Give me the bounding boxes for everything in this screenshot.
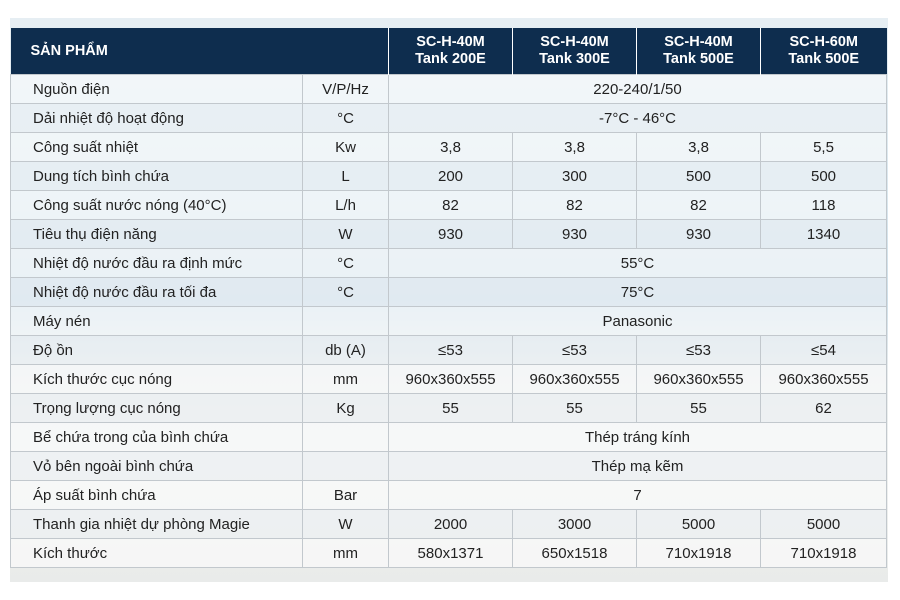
spec-body xyxy=(11,75,887,568)
spec-name: Dung tích bình chứa xyxy=(11,162,303,191)
spec-value: 960x360x555 xyxy=(761,365,887,394)
spec-name: Công suất nước nóng (40°C) xyxy=(11,191,303,220)
table-row xyxy=(11,191,887,220)
model-name: SC-H-40M xyxy=(540,34,609,50)
table-row xyxy=(11,481,887,510)
spec-value-merged: 75°C xyxy=(389,278,887,307)
table-row xyxy=(11,394,887,423)
spec-name: Dải nhiệt độ hoạt động xyxy=(11,104,303,133)
model-name: SC-H-60M xyxy=(789,34,858,50)
spec-unit: °C xyxy=(303,278,389,307)
table-row xyxy=(11,278,887,307)
table-row xyxy=(11,75,887,104)
spec-value: 960x360x555 xyxy=(389,365,513,394)
model-header xyxy=(761,28,887,75)
table-row xyxy=(11,510,887,539)
spec-unit xyxy=(303,307,389,336)
spec-name: Nhiệt độ nước đầu ra định mức xyxy=(11,249,303,278)
spec-value: 710x1918 xyxy=(761,539,887,568)
spec-value: 500 xyxy=(761,162,887,191)
spec-unit: Kw xyxy=(303,133,389,162)
table-row xyxy=(11,336,887,365)
model-tank: Tank 300E xyxy=(539,51,610,67)
spec-unit: Bar xyxy=(303,481,389,510)
spec-value-merged: 220-240/1/50 xyxy=(389,75,887,104)
spec-value: 650x1518 xyxy=(513,539,637,568)
spec-value: 3,8 xyxy=(389,133,513,162)
spec-value: 580x1371 xyxy=(389,539,513,568)
model-tank: Tank 200E xyxy=(415,51,486,67)
spec-value: ≤54 xyxy=(761,336,887,365)
table-row xyxy=(11,162,887,191)
spec-name: Áp suất bình chứa xyxy=(11,481,303,510)
spec-value-merged: 7 xyxy=(389,481,887,510)
spec-name: Bể chứa trong của bình chứa xyxy=(11,423,303,452)
table-row xyxy=(11,307,887,336)
model-header xyxy=(389,28,513,75)
model-tank: Tank 500E xyxy=(788,51,860,67)
spec-value: 500 xyxy=(637,162,761,191)
table-row xyxy=(11,452,887,481)
table-row xyxy=(11,104,887,133)
spec-value-merged: Thép tráng kính xyxy=(389,423,887,452)
spec-unit: mm xyxy=(303,539,389,568)
spec-value: 5000 xyxy=(637,510,761,539)
spec-value: 960x360x555 xyxy=(513,365,637,394)
spec-value: 55 xyxy=(389,394,513,423)
spec-name: Máy nén xyxy=(11,307,303,336)
spec-value: ≤53 xyxy=(389,336,513,365)
spec-value: 55 xyxy=(637,394,761,423)
model-header xyxy=(513,28,637,75)
spec-unit: W xyxy=(303,220,389,249)
spec-value: 930 xyxy=(389,220,513,249)
spec-unit: mm xyxy=(303,365,389,394)
spec-name: Kích thước xyxy=(11,539,303,568)
spec-value-merged: Panasonic xyxy=(389,307,887,336)
spec-unit xyxy=(303,452,389,481)
spec-name: Nhiệt độ nước đầu ra tối đa xyxy=(11,278,303,307)
spec-unit: W xyxy=(303,510,389,539)
model-tank: Tank 500E xyxy=(663,51,734,67)
spec-value: 960x360x555 xyxy=(637,365,761,394)
spec-value: 930 xyxy=(513,220,637,249)
spec-name: Trọng lượng cục nóng xyxy=(11,394,303,423)
spec-value: 300 xyxy=(513,162,637,191)
spec-value: 710x1918 xyxy=(637,539,761,568)
spec-unit xyxy=(303,423,389,452)
spec-value: 1340 xyxy=(761,220,887,249)
spec-value: 2000 xyxy=(389,510,513,539)
spec-unit: V/P/Hz xyxy=(303,75,389,104)
spec-value: 118 xyxy=(761,191,887,220)
table-row xyxy=(11,539,887,568)
model-name: SC-H-40M xyxy=(664,34,733,50)
table-row xyxy=(11,220,887,249)
spec-unit: L/h xyxy=(303,191,389,220)
spec-value: 62 xyxy=(761,394,887,423)
spec-value: 200 xyxy=(389,162,513,191)
table-row xyxy=(11,249,887,278)
spec-unit: °C xyxy=(303,249,389,278)
spec-value: 82 xyxy=(637,191,761,220)
spec-value: ≤53 xyxy=(637,336,761,365)
spec-unit: Kg xyxy=(303,394,389,423)
spec-unit: L xyxy=(303,162,389,191)
spec-value: 930 xyxy=(637,220,761,249)
spec-value: 3000 xyxy=(513,510,637,539)
spec-name: Độ ồn xyxy=(11,336,303,365)
model-header xyxy=(637,28,761,75)
spec-value: 5000 xyxy=(761,510,887,539)
spec-value: 3,8 xyxy=(513,133,637,162)
unit-header xyxy=(303,28,389,75)
spec-value: 3,8 xyxy=(637,133,761,162)
spec-value: 5,5 xyxy=(761,133,887,162)
spec-name: Vỏ bên ngoài bình chứa xyxy=(11,452,303,481)
spec-value-merged: -7°C - 46°C xyxy=(389,104,887,133)
spec-name: Thanh gia nhiệt dự phòng Magie xyxy=(11,510,303,539)
spec-name: Tiêu thụ điện năng xyxy=(11,220,303,249)
table-row xyxy=(11,133,887,162)
spec-table xyxy=(10,28,887,568)
spec-unit: db (A) xyxy=(303,336,389,365)
spec-name: Kích thước cục nóng xyxy=(11,365,303,394)
spec-unit: °C xyxy=(303,104,389,133)
spec-value-merged: Thép mạ kẽm xyxy=(389,452,887,481)
header-row xyxy=(11,28,887,75)
table-row xyxy=(11,423,887,452)
spec-value: ≤53 xyxy=(513,336,637,365)
product-header: SẢN PHẨM xyxy=(11,28,303,75)
table-row xyxy=(11,365,887,394)
spec-value-merged: 55°C xyxy=(389,249,887,278)
spec-value: 82 xyxy=(389,191,513,220)
spec-value: 55 xyxy=(513,394,637,423)
spec-value: 82 xyxy=(513,191,637,220)
model-name: SC-H-40M xyxy=(416,34,485,50)
spec-name: Công suất nhiệt xyxy=(11,133,303,162)
spec-name: Nguồn điện xyxy=(11,75,303,104)
